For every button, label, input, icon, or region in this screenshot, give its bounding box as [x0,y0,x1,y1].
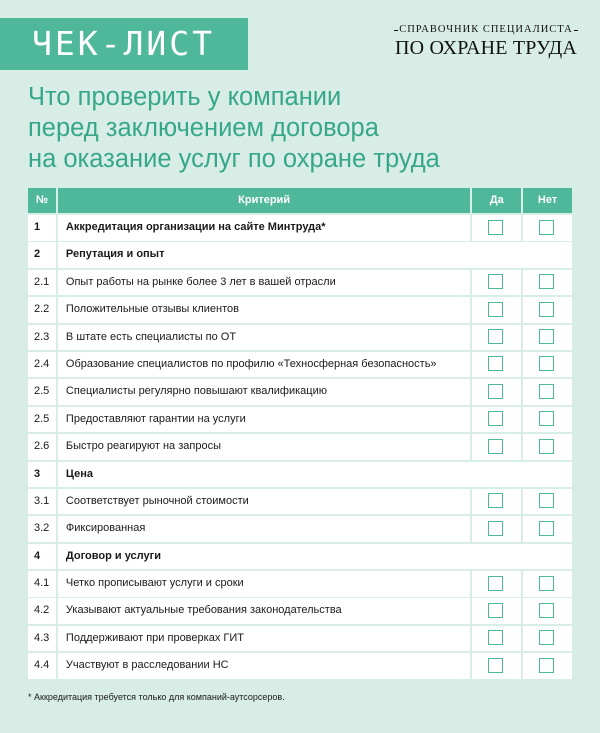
section-row [28,544,572,570]
no-checkbox[interactable] [539,411,554,426]
row-yes-cell [472,297,521,323]
row-yes-cell [472,571,521,597]
row-yes-cell [472,626,521,652]
no-checkbox[interactable] [539,521,554,536]
header-no: Нет [523,188,572,213]
row-criterion: Фиксированная [58,516,470,542]
row-number: 2.6 [28,434,56,460]
row-number: 4.2 [28,598,56,624]
row-criterion: Договор и услуги [58,544,572,570]
table-row [28,653,572,679]
no-checkbox[interactable] [539,576,554,591]
table-row [28,516,572,542]
row-criterion: Предоставляют гарантии на услуги [58,407,470,433]
row-no-cell [523,325,572,351]
row-no-cell [523,270,572,296]
row-no-cell [523,379,572,405]
yes-checkbox[interactable] [488,658,503,673]
row-yes-cell [472,489,521,515]
table-row [28,626,572,652]
yes-checkbox[interactable] [488,356,503,371]
yes-checkbox[interactable] [488,439,503,454]
yes-checkbox[interactable] [488,576,503,591]
no-checkbox[interactable] [539,329,554,344]
title-line: Что проверить у компании [28,83,342,111]
row-number: 1 [28,215,56,241]
row-yes-cell [472,379,521,405]
yes-checkbox[interactable] [488,302,503,317]
row-number: 2.3 [28,325,56,351]
row-no-cell [523,598,572,624]
page-title [28,82,588,175]
row-number: 2.1 [28,270,56,296]
row-no-cell [523,653,572,679]
row-criterion: Участвуют в расследовании НС [58,653,470,679]
row-criterion: Быстро реагируют на запросы [58,434,470,460]
row-no-cell [523,297,572,323]
row-no-cell [523,434,572,460]
row-criterion: Опыт работы на рынке более 3 лет в вашей отрасли [58,270,470,296]
table-header [28,188,572,213]
table-row [28,379,572,405]
row-criterion: Специалисты регулярно повышают квалификацию [58,379,470,405]
title-line: на оказание услуг по охране труда [28,145,440,173]
table-row [28,598,572,624]
row-yes-cell [472,598,521,624]
row-number: 2.5 [28,379,56,405]
yes-checkbox[interactable] [488,603,503,618]
row-number: 3 [28,462,56,488]
row-criterion: Положительные отзывы клиентов [58,297,470,323]
row-no-cell [523,352,572,378]
yes-checkbox[interactable] [488,411,503,426]
row-no-cell [523,489,572,515]
row-no-cell [523,516,572,542]
table-row [28,407,572,433]
table-row [28,489,572,515]
row-number: 2.2 [28,297,56,323]
row-no-cell [523,215,572,241]
yes-checkbox[interactable] [488,220,503,235]
footnote: * Аккредитация требуется только для компаний-аутсорсеров. [28,692,285,702]
no-checkbox[interactable] [539,658,554,673]
no-checkbox[interactable] [539,220,554,235]
table-row [28,434,572,460]
yes-checkbox[interactable] [488,630,503,645]
title-line: перед заключением договора [28,114,379,142]
row-number: 3.1 [28,489,56,515]
row-criterion: Указывают актуальные требования законодательства [58,598,470,624]
row-number: 3.2 [28,516,56,542]
row-number: 4.4 [28,653,56,679]
no-checkbox[interactable] [539,603,554,618]
no-checkbox[interactable] [539,356,554,371]
table-body [28,215,572,679]
no-checkbox[interactable] [539,384,554,399]
row-criterion: В штате есть специалисты по ОТ [58,325,470,351]
brand-subtitle: СПРАВОЧНИК СПЕЦИАЛИСТА [394,24,578,36]
row-number: 2 [28,242,56,268]
row-yes-cell [472,434,521,460]
row-criterion: Цена [58,462,572,488]
table-row [28,352,572,378]
row-no-cell [523,626,572,652]
no-checkbox[interactable] [539,274,554,289]
row-criterion: Соответствует рыночной стоимости [58,489,470,515]
row-number: 4.1 [28,571,56,597]
row-criterion: Образование специалистов по профилю «Техносферная безопасность» [58,352,470,378]
row-yes-cell [472,270,521,296]
row-criterion: Репутация и опыт [58,242,572,268]
yes-checkbox[interactable] [488,521,503,536]
row-yes-cell [472,407,521,433]
checklist-badge: ЧЕК-ЛИСТ [0,18,248,70]
table-row [28,297,572,323]
row-yes-cell [472,325,521,351]
section-row [28,462,572,488]
row-no-cell [523,407,572,433]
yes-checkbox[interactable] [488,274,503,289]
row-no-cell [523,571,572,597]
row-number: 2.4 [28,352,56,378]
row-criterion: Поддерживают при проверках ГИТ [58,626,470,652]
no-checkbox[interactable] [539,493,554,508]
yes-checkbox[interactable] [488,329,503,344]
header-criterion: Критерий [58,188,470,213]
row-number: 4.3 [28,626,56,652]
row-number: 4 [28,544,56,570]
table-row [28,325,572,351]
row-criterion: Аккредитация организации на сайте Минтруда* [58,215,470,241]
brand-logo [394,24,578,60]
table-row [28,571,572,597]
row-criterion: Четко прописывают услуги и сроки [58,571,470,597]
no-checkbox[interactable] [539,302,554,317]
yes-checkbox[interactable] [488,493,503,508]
brand-title: ПО ОХРАНЕ ТРУДА [395,37,577,59]
row-yes-cell [472,352,521,378]
row-yes-cell [472,516,521,542]
header-num: № [28,188,56,213]
no-checkbox[interactable] [539,630,554,645]
row-number: 2.5 [28,407,56,433]
row-yes-cell [472,215,521,241]
yes-checkbox[interactable] [488,384,503,399]
row-yes-cell [472,653,521,679]
checklist-table [28,188,572,681]
section-row [28,242,572,268]
header-yes: Да [472,188,521,213]
no-checkbox[interactable] [539,439,554,454]
table-row [28,215,572,241]
table-row [28,270,572,296]
